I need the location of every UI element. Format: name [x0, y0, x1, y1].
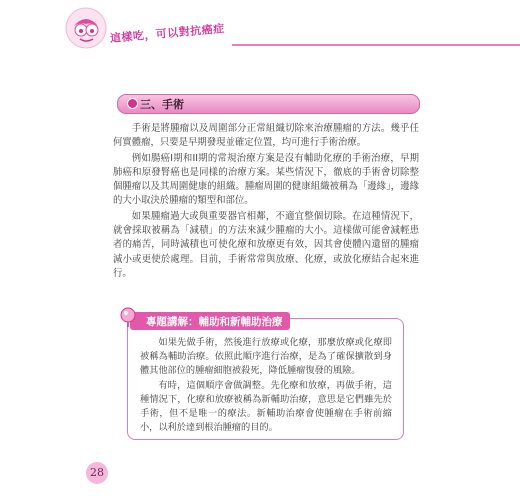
book-logo-icon — [64, 6, 108, 50]
pin-icon — [117, 306, 139, 328]
section-title: 三、手術 — [140, 98, 184, 111]
section-bullet-icon — [127, 98, 138, 109]
page-number: 28 — [90, 466, 104, 479]
body-paragraph: 手術是將腫瘤以及周圍部分正常組織切除來治療腫瘤的方法。幾乎任何實體瘤，只要是早期發現並確定位置，均可進行手術治療。 — [113, 123, 419, 149]
topic-paragraph: 如果先做手術，然後進行放療或化療，那麼放療或化療即被稱為輔助治療。依照此順序進行治療，是為了確保擴散到身體其他部位的腫瘤細胞被殺死，降低腫瘤復發的風險。 — [140, 337, 392, 376]
body-paragraph: 如果腫瘤過大或與重要器官相鄰，不適宜整個切除。在這種情況下，就會採取被稱為「減積」的方法來減少腫瘤的大小。這樣做可能會減輕患者的痛苦，同時減積也可使化療和放療更有效，因其會使體內遺留的腫瘤減小或更使於處理。目前，手術常常與放療、化療，或放化療結合起來進行。 — [113, 210, 419, 279]
topic-paragraph: 有時，這個順序會做調整。先化療和放療，再做手術，這種情況下，化療和放療被稱為新輔助治療，意思是它們雖先於手術，但不是唯一的療法。新輔助治療會使腫瘤在手術前縮小，以利於達到根治腫瘤的目的。 — [140, 380, 392, 433]
book-title: 這樣吃，可以對抗癌症 — [109, 21, 226, 45]
body-text — [113, 122, 419, 282]
topic-text — [140, 336, 392, 436]
body-paragraph: 例如腸癌I期和II期的常規治療方案是沒有輔助化療的手術治療，早期肺癌和原發腎癌也是同樣的治療方案。某些情況下，徹底的手術會切除整個腫瘤以及其周圍健康的組織。腫瘤周圍的健康組織被稱為「邊緣」，邊緣的大小取決於腫瘤的類型和部位。 — [113, 152, 419, 207]
page-header — [0, 0, 520, 62]
topic-title: 專題講解：輔助和新輔助治療 — [146, 316, 283, 328]
header-divider — [232, 44, 520, 46]
